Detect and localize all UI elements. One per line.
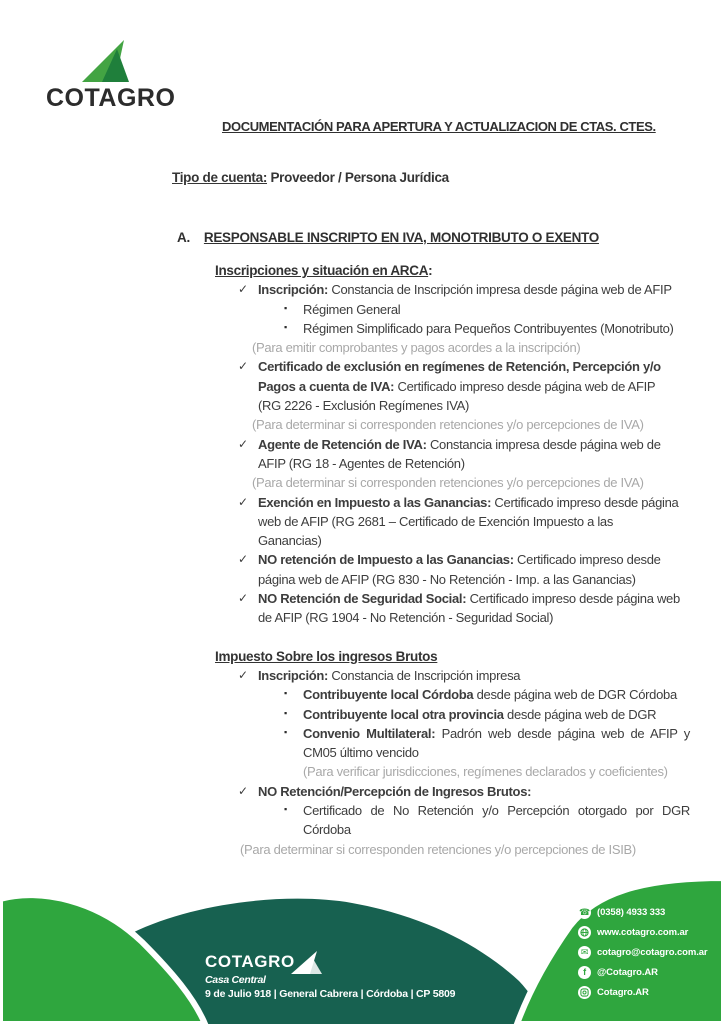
doc-text: CM05 último vencido [303, 745, 419, 761]
doc-line [172, 666, 690, 685]
doc-text: Certificado impreso desde página [494, 494, 679, 510]
account-type-label: Tipo de cuenta: [172, 170, 268, 185]
doc-line [172, 377, 690, 396]
checkmark-icon: ✓ [238, 591, 248, 606]
doc-line [172, 762, 690, 781]
contact-facebook-text: @Cotagro.AR [597, 967, 658, 978]
email-icon: ✉ [578, 946, 591, 959]
footer-sails-icon [289, 948, 327, 976]
doc-text: Certificado de No Retención y/o Percepción otorgado por DGR [303, 803, 690, 819]
doc-text-bold: Convenio Multilateral: [303, 725, 442, 741]
doc-text: Certificado impreso desde página web de AFIP [397, 378, 656, 394]
doc-line [172, 685, 690, 704]
square-bullet-icon: ▪ [284, 302, 287, 313]
doc-line [172, 820, 690, 839]
doc-text: AFIP (RG 18 - Agentes de Retención) [258, 455, 465, 471]
contact-email[interactable] [578, 946, 708, 959]
footer-brand-name: COTAGRO [205, 952, 295, 971]
section-a-index: A. [177, 230, 190, 245]
contact-email-text: cotagro@cotagro.com.ar [597, 947, 708, 958]
doc-line [172, 531, 690, 550]
doc-text: Constancia de Inscripción impresa [331, 667, 521, 683]
doc-text-bold: NO retención de Impuesto a las Ganancias: [258, 552, 518, 568]
doc-line [172, 357, 690, 376]
doc-text-bold: Agente de Retención de IVA: [258, 436, 430, 452]
doc-text-bold: Contribuyente local otra provincia [303, 706, 508, 722]
doc-text-bold: Contribuyente local Córdoba [303, 687, 477, 703]
doc-line [172, 608, 690, 627]
doc-text: Régimen Simplificado para Pequeños Contribuyentes (Monotributo) [303, 320, 674, 336]
square-bullet-icon: ▪ [284, 804, 287, 815]
footer-address-block [205, 952, 455, 1002]
section-a-heading [177, 230, 599, 245]
account-type-value: Proveedor / Persona Jurídica [270, 170, 449, 185]
footer-address: 9 de Julio 918 | General Cabrera | Córdoba | CP 5809 [205, 988, 456, 1000]
doc-text: de AFIP (RG 1904 - No Retención - Seguridad Social) [258, 610, 554, 626]
square-bullet-icon: ▪ [284, 707, 287, 718]
contact-facebook[interactable] [578, 966, 708, 979]
doc-line [172, 454, 690, 473]
doc-text: Ganancias) [258, 533, 322, 549]
doc-text: Régimen General [303, 301, 401, 317]
doc-text: Certificado impreso desde página web [469, 591, 680, 607]
contact-phone [578, 906, 708, 919]
doc-line [172, 512, 690, 531]
doc-line [172, 743, 690, 762]
doc-text: página web de AFIP (RG 830 - No Retención - Imp. a las Ganancias) [258, 571, 636, 587]
doc-line [172, 840, 690, 859]
doc-line [172, 396, 690, 415]
checkmark-icon: ✓ [238, 359, 248, 374]
doc-text: Certificado impreso desde [517, 552, 661, 568]
doc-line [172, 319, 690, 338]
doc-line [172, 550, 690, 569]
doc-text: web de AFIP (RG 2681 – Certificado de Exención Impuesto a las [258, 513, 614, 529]
doc-text: desde página web de DGR [507, 706, 657, 722]
doc-text-bold: Inscripción: [258, 667, 332, 683]
doc-text-bold: Pagos a cuenta de IVA: [258, 378, 398, 394]
checkmark-icon: ✓ [238, 552, 248, 567]
contact-website[interactable] [578, 926, 708, 939]
section-a-title: RESPONSABLE INSCRIPTO EN IVA, MONOTRIBUTO O EXENTO [203, 230, 599, 245]
doc-line [172, 724, 690, 743]
doc-line [172, 589, 690, 608]
doc-text: desde página web de DGR Córdoba [476, 687, 677, 703]
square-bullet-icon: ▪ [284, 321, 287, 332]
doc-text: Padrón web desde página web de AFIP y [441, 725, 690, 741]
footer-office-name: Casa Central [205, 974, 266, 986]
contact-instagram[interactable] [578, 986, 708, 999]
doc-line [172, 705, 690, 724]
facebook-icon: f [578, 966, 591, 979]
checkmark-icon: ✓ [238, 783, 248, 798]
doc-line [172, 415, 690, 434]
doc-text: (Para verificar jurisdicciones, regímenes declarados y coeficientes) [303, 764, 668, 780]
doc-text: Constancia de Inscripción impresa desde página web de AFIP [331, 282, 672, 298]
doc-text: (Para determinar si corresponden retenciones y/o percepciones de IVA) [252, 475, 644, 491]
square-bullet-icon: ▪ [284, 726, 287, 737]
cotagro-sails-icon [80, 36, 144, 86]
checkmark-icon: ✓ [238, 667, 248, 682]
doc-text: (Para determinar si corresponden retenciones y/o percepciones de ISIB) [240, 841, 636, 857]
cotagro-logo [46, 36, 196, 116]
doc-text: Córdoba [303, 822, 351, 838]
checkmark-icon: ✓ [238, 436, 248, 451]
doc-section [172, 261, 692, 628]
doc-text-bold: Certificado de exclusión en regímenes de Retención, Percepción y/o [258, 359, 661, 375]
phone-icon: ☎ [579, 907, 590, 917]
doc-line [172, 280, 690, 299]
brand-name: COTAGRO [46, 84, 176, 112]
document-body [172, 261, 692, 859]
doc-line [172, 338, 690, 357]
doc-text-bold: NO Retención/Percepción de Ingresos Brutos: [258, 783, 532, 799]
page-title: DOCUMENTACIÓN PARA APERTURA Y ACTUALIZACION DE CTAS. CTES. [222, 119, 656, 134]
doc-section-heading: Impuesto Sobre los ingresos Brutos [215, 648, 438, 664]
doc-text-bold: NO Retención de Seguridad Social: [258, 591, 470, 607]
doc-text: (Para determinar si corresponden retenciones y/o percepciones de IVA) [252, 417, 644, 433]
footer-contacts [578, 906, 708, 1006]
doc-text-bold: Exención en Impuesto a las Ganancias: [258, 494, 495, 510]
account-type-line [172, 170, 449, 185]
doc-line [172, 300, 690, 319]
doc-section-heading: Inscripciones y situación en ARCA: [215, 263, 433, 278]
square-bullet-icon: ▪ [284, 688, 287, 699]
checkmark-icon: ✓ [238, 494, 248, 509]
doc-section [172, 647, 692, 859]
contact-instagram-text: Cotagro.AR [597, 987, 649, 998]
doc-text: Constancia impresa desde página web de [429, 436, 661, 452]
contact-phone-text: (0358) 4933 333 [597, 907, 666, 918]
doc-line [172, 782, 690, 801]
doc-text: (RG 2226 - Exclusión Regímenes IVA) [258, 398, 470, 414]
contact-website-text: www.cotagro.com.ar [597, 927, 689, 938]
doc-line [172, 473, 690, 492]
doc-line [172, 435, 690, 454]
instagram-icon [578, 986, 591, 999]
doc-line [172, 570, 690, 589]
doc-line [172, 493, 690, 512]
doc-line [172, 801, 690, 820]
doc-text: (Para emitir comprobantes y pagos acordes a la inscripción) [252, 340, 581, 356]
doc-text-bold: Inscripción: [258, 282, 332, 298]
globe-icon [578, 926, 591, 939]
checkmark-icon: ✓ [238, 282, 248, 297]
